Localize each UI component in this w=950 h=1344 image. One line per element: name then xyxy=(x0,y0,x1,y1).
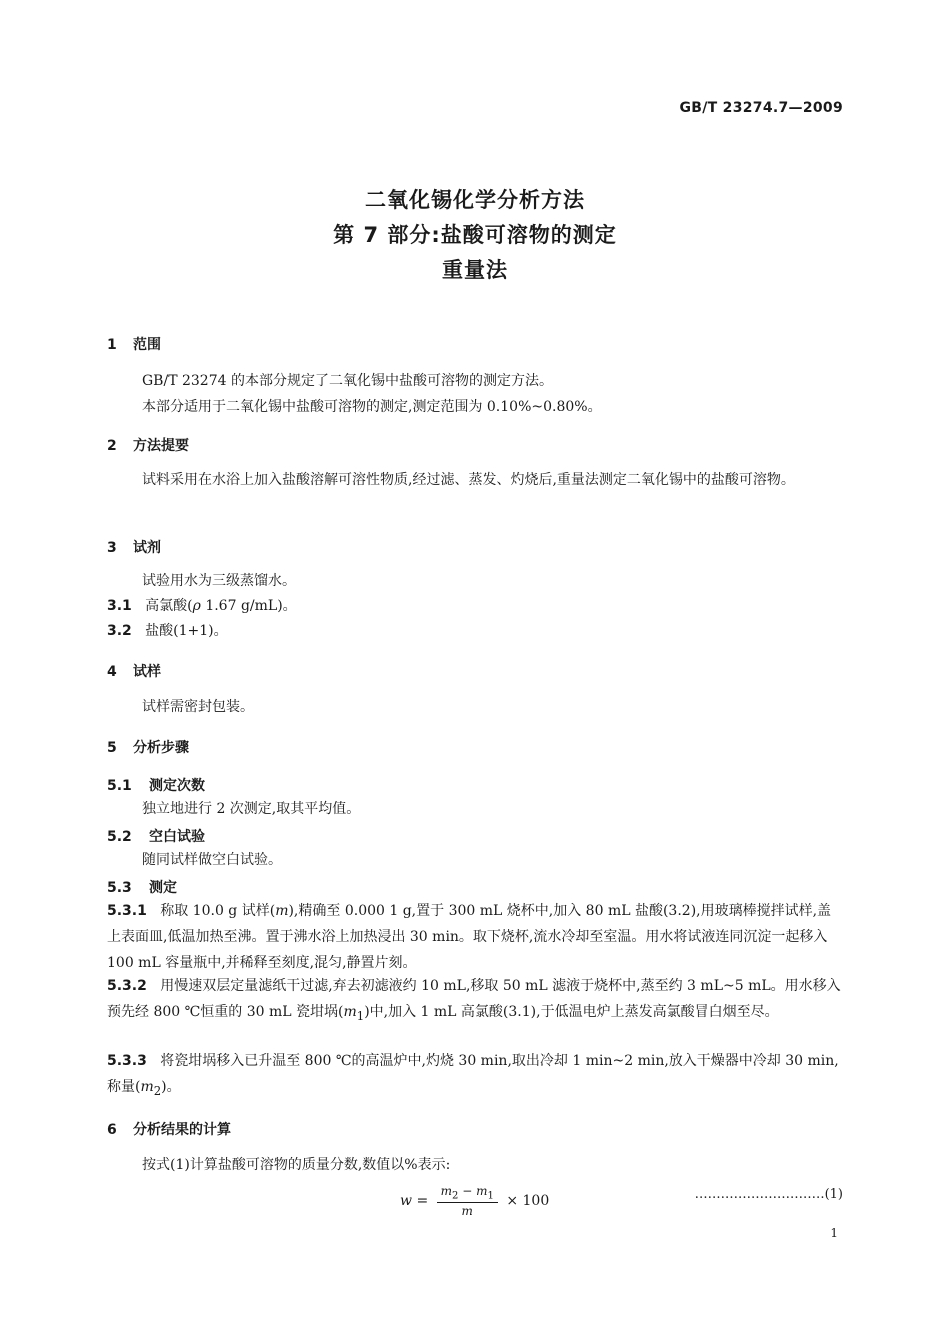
section-1-para-1: GB/T 23274 的本部分规定了二氧化锡中盐酸可溶物的测定方法。 xyxy=(142,373,553,389)
subscript: 1 xyxy=(356,1008,365,1023)
para-text: )。 xyxy=(161,1079,181,1095)
item-text: 1.67 g/mL)。 xyxy=(205,598,297,614)
section-number: 2 xyxy=(107,438,117,454)
section-number: 4 xyxy=(107,664,117,680)
section-5-2-heading xyxy=(107,826,205,846)
title-line-1: 二氧化锡化学分析方法 xyxy=(365,188,585,212)
rho-symbol: ρ xyxy=(192,598,201,614)
section-number: 6 xyxy=(107,1122,117,1138)
subsection-number: 5.1 xyxy=(107,778,132,794)
formula-multiplier: × 100 xyxy=(506,1193,550,1210)
section-1-para-2: 本部分适用于二氧化锡中盐酸可溶物的测定,测定范围为 0.10%~0.80%。 xyxy=(142,399,602,415)
fraction-denominator: m xyxy=(461,1204,473,1219)
item-number: 3.2 xyxy=(107,623,132,639)
item-text: 盐酸(1+1)。 xyxy=(145,623,228,639)
subscript: 1 xyxy=(487,1190,494,1202)
subscript: 2 xyxy=(452,1190,459,1202)
para-text: 用慢速双层定量滤纸干过滤,弃去初滤液约 10 mL,移取 50 mL 滤液于烧杯中,蒸至约 3 mL~5 mL。用水移入预先经 800 ℃恒重的 30 mL 瓷坩埚( xyxy=(107,978,841,1020)
mass-symbol: m xyxy=(476,1184,488,1198)
subsection-title: 测定次数 xyxy=(149,778,205,794)
section-title: 分析结果的计算 xyxy=(133,1122,231,1138)
formula-1 xyxy=(400,1184,549,1220)
item-number: 5.3.2 xyxy=(107,978,147,994)
subsection-number: 5.2 xyxy=(107,829,132,845)
section-title: 试样 xyxy=(133,664,161,680)
subsection-title: 测定 xyxy=(149,880,177,896)
standard-number: GB/T 23274.7—2009 xyxy=(679,100,843,116)
fraction-numerator xyxy=(437,1184,498,1203)
section-5-3-1-para xyxy=(107,898,843,976)
formula-lhs: w xyxy=(400,1193,412,1210)
reagent-3-2 xyxy=(107,618,843,644)
para-text: ),精确至 0.000 1 g,置于 300 mL 烧杯中,加入 80 mL 盐酸(3.2),用玻璃棒搅拌试样,盖上表面皿,低温加热至沸。置于沸水浴上加热浸出 30 min。取下烧杯,流水冷却至室温。用水将试液连同沉淀一起移入 100 mL 容量瓶中,并稀释至刻度,混匀,静置片刻。 xyxy=(107,903,832,971)
section-title: 方法提要 xyxy=(133,438,189,454)
section-5-3-2-para xyxy=(107,973,843,1029)
formula-equals: = xyxy=(416,1193,429,1210)
subscript: 2 xyxy=(153,1083,162,1098)
minus-sign: − xyxy=(462,1184,473,1198)
section-2-para-1: 试料采用在水浴上加入盐酸溶解可溶性物质,经过滤、蒸发、灼烧后,重量法测定二氧化锡中的盐酸可溶物。 xyxy=(142,472,795,488)
section-number: 5 xyxy=(107,740,117,756)
title-line-3: 重量法 xyxy=(442,258,508,282)
page-number: 1 xyxy=(830,1226,838,1240)
section-title: 范围 xyxy=(133,337,161,353)
section-4-para-1: 试样需密封包装。 xyxy=(142,699,254,715)
section-number: 3 xyxy=(107,540,117,556)
section-title: 试剂 xyxy=(133,540,161,556)
section-3-heading xyxy=(107,537,161,557)
section-5-1-heading xyxy=(107,775,205,795)
item-number: 5.3.1 xyxy=(107,903,147,919)
equation-number: …………………………(1) xyxy=(694,1187,843,1202)
para-text: 将瓷坩埚移入已升温至 800 ℃的高温炉中,灼烧 30 min,取出冷却 1 min~2 min,放入干燥器中冷却 30 min,称量( xyxy=(107,1053,839,1095)
para-text: 称取 10.0 g 试样( xyxy=(160,903,276,919)
mass-symbol: m xyxy=(440,1184,453,1198)
item-number: 5.3.3 xyxy=(107,1053,147,1069)
para-text: )中,加入 1 mL 高氯酸(3.1),于低温电炉上蒸发高氯酸冒白烟至尽。 xyxy=(364,1004,779,1020)
section-5-1-para: 独立地进行 2 次测定,取其平均值。 xyxy=(142,801,361,817)
section-5-3-3-para xyxy=(107,1048,843,1104)
section-1-heading xyxy=(107,334,161,354)
section-6-para-1: 按式(1)计算盐酸可溶物的质量分数,数值以%表示: xyxy=(142,1157,451,1173)
item-text: 高氯酸( xyxy=(145,598,193,614)
section-number: 1 xyxy=(107,337,117,353)
title-line-2: 第 7 部分:盐酸可溶物的测定 xyxy=(333,223,617,247)
section-5-2-para: 随同试样做空白试验。 xyxy=(142,852,282,868)
formula-fraction xyxy=(437,1184,498,1218)
mass-symbol: m xyxy=(343,1004,357,1020)
section-title: 分析步骤 xyxy=(133,740,189,756)
section-5-3-heading xyxy=(107,877,177,897)
section-5-heading xyxy=(107,737,189,757)
subsection-title: 空白试验 xyxy=(149,829,205,845)
item-number: 3.1 xyxy=(107,598,132,614)
subsection-number: 5.3 xyxy=(107,880,132,896)
section-3-para-1: 试验用水为三级蒸馏水。 xyxy=(142,573,296,589)
section-6-heading xyxy=(107,1119,231,1139)
reagent-3-1 xyxy=(107,593,843,619)
mass-symbol: m xyxy=(275,903,289,919)
section-4-heading xyxy=(107,661,161,681)
mass-symbol: m xyxy=(140,1079,154,1095)
section-2-heading xyxy=(107,435,189,455)
